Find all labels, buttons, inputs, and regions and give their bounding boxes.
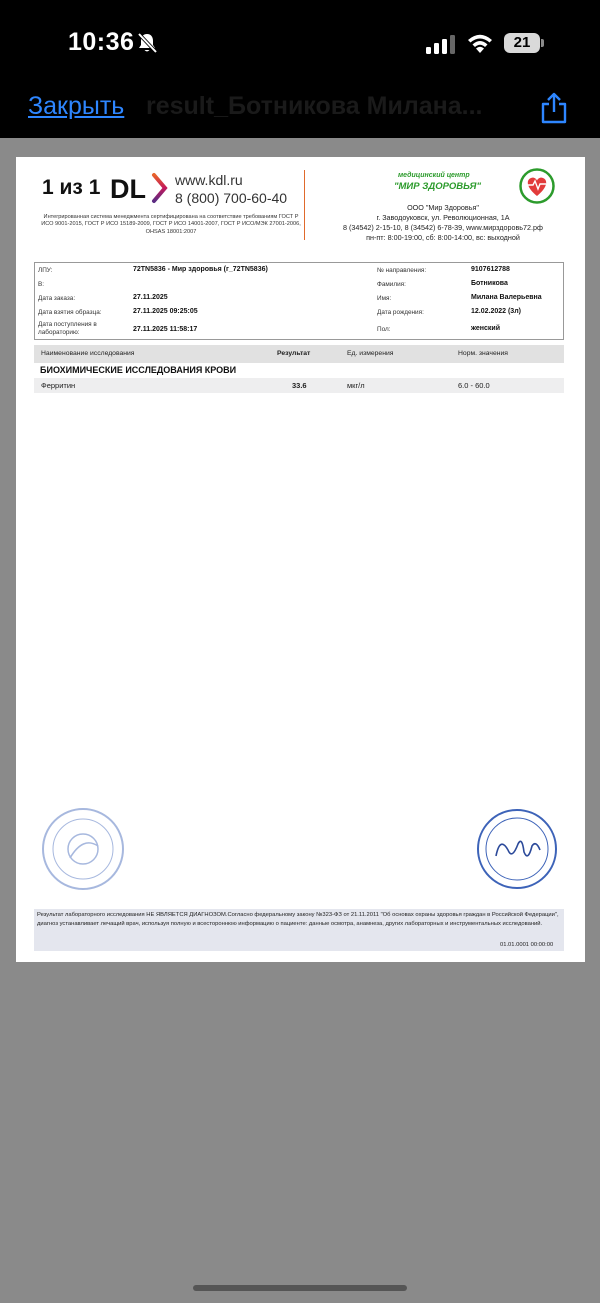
dob-label: Дата рождения: xyxy=(377,309,424,316)
name-label: Имя: xyxy=(377,295,392,302)
svg-text:DL: DL xyxy=(110,174,146,204)
v-label: В: xyxy=(38,281,45,288)
results-table-header xyxy=(34,345,564,363)
test-name: Ферритин xyxy=(41,381,76,390)
order-date-label: Дата заказа: xyxy=(38,295,76,302)
dob-value: 12.02.2022 (3л) xyxy=(471,308,521,315)
home-indicator[interactable] xyxy=(193,1285,407,1291)
battery-icon xyxy=(504,33,544,53)
share-icon[interactable] xyxy=(539,92,569,124)
clinic-address: г. Заводоуковск, ул. Революционная, 1А xyxy=(376,213,510,223)
sample-date-label: Дата взятия образца: xyxy=(38,309,102,316)
close-button[interactable]: Закрыть xyxy=(28,92,125,120)
signature-stamp xyxy=(474,806,560,892)
test-unit: мкг/л xyxy=(347,381,365,390)
referral-label: № направления: xyxy=(377,267,427,274)
kdl-stamp xyxy=(40,806,126,892)
section-title: БИОХИМИЧЕСКИЕ ИССЛЕДОВАНИЯ КРОВИ xyxy=(40,365,237,375)
status-time: 10:36 xyxy=(68,28,135,56)
header-divider xyxy=(304,170,305,240)
wifi-icon xyxy=(466,32,494,54)
table-row xyxy=(34,378,564,393)
lpu-value: 72TN5836 - Мир здоровья (г_72TN5836) xyxy=(133,266,268,273)
referral-value: 9107612788 xyxy=(471,266,510,273)
received-label: Дата поступления в лабораторию: xyxy=(38,321,97,337)
lab-website[interactable]: www.kdl.ru xyxy=(175,172,243,188)
clinic-info xyxy=(318,203,568,243)
col-norm: Норм. значения xyxy=(458,350,508,357)
top-bar xyxy=(0,0,600,138)
sex-value: женский xyxy=(471,325,500,332)
received-value: 27.11.2025 11:58:17 xyxy=(133,326,198,333)
lab-certification: Интегрированная система менеджмента сертифицирована на соответствие требованиям ГОСТ Р ИСО 9001-2015, ГОСТ Р ИСО 15189-2009, ГОСТ Р ИСО 14001-2007, ГОСТ Р ИСО/МЭК 27001-2006, OHSAS 18001:2007 xyxy=(41,214,301,235)
sex-label: Пол: xyxy=(377,326,391,333)
order-date-value: 27.11.2025 xyxy=(133,294,168,301)
footer-date: 01.01.0001 00:00:00 xyxy=(500,942,554,948)
disclaimer-text: Результат лабораторного исследования НЕ ЯВЛЯЕТСЯ ДИАГНОЗОМ.Согласно федеральному закону №323-ФЗ от 21.11.2011 "Об основах охраны здоровья граждан в Российской Федерации", диагноз устанавливает лечащий врач, используя полную и всестороннюю информацию о пациенте: данные осмотра, анамнеза, других лабораторных и инструментальных исследований. xyxy=(37,912,559,927)
surname-value: Ботникова xyxy=(471,280,508,287)
name-value: Милана Валерьевна xyxy=(471,294,542,301)
page-indicator: 1 из 1 xyxy=(42,176,101,199)
patient-info-box xyxy=(34,262,564,340)
test-norm: 6.0 - 60.0 xyxy=(458,381,490,390)
medical-center-subtitle: медицинский центр xyxy=(398,172,470,179)
medical-center-name: "МИР ЗДОРОВЬЯ" xyxy=(394,181,481,192)
sample-date-value: 27.11.2025 09:25:05 xyxy=(133,308,198,315)
clinic-contacts: 8 (34542) 2-15-10, 8 (34542) 6-78-39, www.мирздоровь72.рф xyxy=(343,223,543,233)
document-title: result_Ботникова Милана... xyxy=(146,92,483,120)
col-result: Результат xyxy=(277,350,311,357)
signal-icon xyxy=(426,34,456,54)
surname-label: Фамилия: xyxy=(377,281,406,288)
lab-phone[interactable]: 8 (800) 700-60-40 xyxy=(175,190,288,206)
test-result: 33.6 xyxy=(292,381,307,390)
bell-slash-icon xyxy=(136,32,158,54)
col-test-name: Наименование исследования xyxy=(41,350,135,357)
clinic-org: ООО "Мир Здоровья" xyxy=(407,203,479,212)
col-unit: Ед. измерения xyxy=(347,350,394,357)
clinic-hours: пн-пт: 8:00-19:00, сб: 8:00-14:00, вс: выходной xyxy=(366,233,520,243)
kdl-chevron-logo xyxy=(110,172,170,204)
heart-emblem-icon xyxy=(519,168,555,204)
lpu-label: ЛПУ: xyxy=(38,267,53,274)
battery-level: 21 xyxy=(504,33,540,53)
